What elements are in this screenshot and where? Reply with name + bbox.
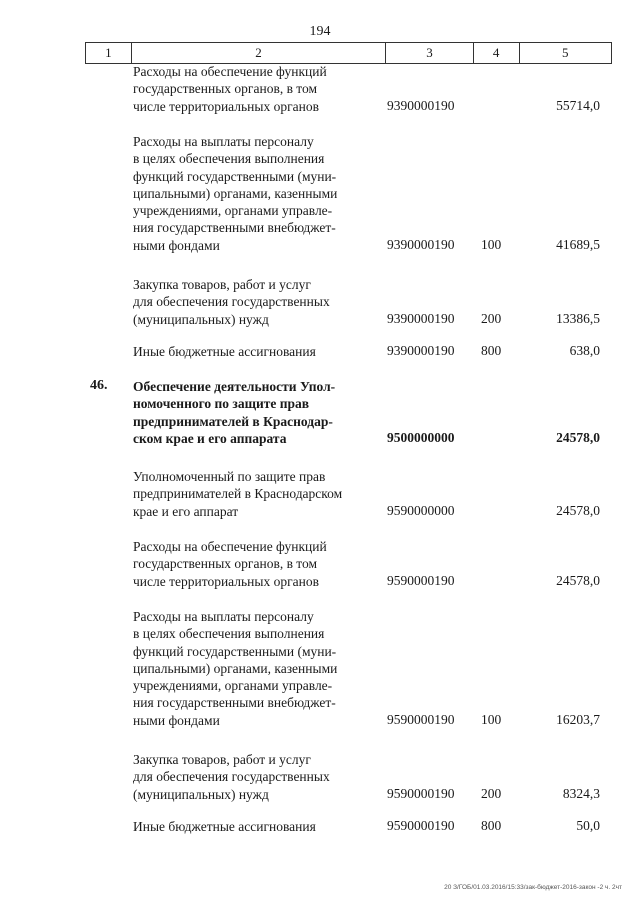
description-line: (муниципальных) нужд — [133, 311, 269, 327]
row-code: 9590000190 — [387, 785, 455, 801]
row-amount: 55714,0 — [556, 97, 600, 113]
row-amount: 13386,5 — [556, 310, 600, 326]
row-expense-type: 800 — [481, 343, 502, 358]
description-line: в целях обеспечения выполнения — [133, 151, 325, 167]
row-code: 9390000190 — [387, 97, 455, 113]
row-amount: 24578,0 — [556, 572, 600, 588]
description-line: функций государственными (муни- — [133, 643, 337, 659]
row-description — [133, 63, 376, 115]
description-line: для обеспечения государственных — [133, 769, 330, 785]
row-code: 9500000000 — [387, 429, 455, 445]
description-line: Иные бюджетные ассигнования — [133, 344, 316, 359]
row-expense-type: 100 — [481, 236, 502, 252]
row-number: 46. — [90, 378, 108, 393]
description-line: крае и его аппарат — [133, 503, 239, 519]
row-description — [133, 818, 376, 835]
page-number: 194 — [309, 24, 331, 39]
description-line: функций государственными (муни- — [133, 168, 337, 184]
header-col-2: 2 — [131, 43, 386, 63]
row-code: 9390000190 — [387, 310, 455, 326]
row-description — [133, 538, 376, 590]
row-code: 9390000190 — [387, 343, 455, 358]
description-line: в целях обеспечения выполнения — [133, 626, 325, 642]
row-amount: 16203,7 — [556, 711, 600, 727]
description-line: Уполномоченный по защите прав — [133, 469, 326, 484]
row-amount: 24578,0 — [556, 429, 600, 445]
description-line: государственных органов, в том — [133, 556, 318, 572]
table-header — [85, 42, 612, 64]
row-description — [133, 276, 376, 328]
description-line: ципальными) органами, казенными — [133, 660, 338, 676]
description-line: Закупка товаров, работ и услуг — [133, 277, 311, 292]
row-expense-type: 800 — [481, 818, 502, 833]
row-code: 9590000190 — [387, 818, 455, 833]
description-line: числе территориальных органов — [133, 573, 319, 589]
row-description — [133, 468, 376, 520]
description-line: государственных органов, в том — [133, 81, 318, 97]
header-col-3: 3 — [385, 43, 473, 63]
row-amount: 8324,3 — [562, 785, 600, 801]
description-line: предпринимателей в Краснодар- — [133, 413, 333, 429]
header-col-4: 4 — [473, 43, 519, 63]
row-description — [133, 343, 376, 360]
description-line: ными фондами — [133, 712, 220, 728]
footer-stamp: 20 З/ГОБ/01.03.2016/15:33/зак-бюджет-2016-закон -2 ч. 2чт — [444, 884, 622, 891]
row-amount: 50,0 — [576, 818, 600, 833]
description-line: Расходы на выплаты персоналу — [133, 609, 314, 624]
description-line: для обеспечения государственных — [133, 294, 330, 310]
header-col-1: 1 — [85, 43, 131, 63]
description-line: Иные бюджетные ассигнования — [133, 819, 316, 834]
description-line: Закупка товаров, работ и услуг — [133, 752, 311, 767]
row-description — [133, 378, 376, 447]
row-expense-type: 200 — [481, 785, 502, 801]
description-line: (муниципальных) нужд — [133, 786, 269, 802]
description-line: числе территориальных органов — [133, 98, 319, 114]
row-description — [133, 608, 376, 729]
description-line: предпринимателей в Краснодарском — [133, 486, 343, 502]
description-line: Расходы на обеспечение функций — [133, 64, 327, 79]
row-description — [133, 133, 376, 254]
row-expense-type: 200 — [481, 310, 502, 326]
row-amount: 24578,0 — [556, 502, 600, 518]
row-code: 9590000190 — [387, 572, 455, 588]
description-line: Расходы на выплаты персоналу — [133, 134, 314, 149]
row-expense-type: 100 — [481, 711, 502, 727]
description-line: учреждениями, органами управле- — [133, 203, 333, 219]
description-line: учреждениями, органами управле- — [133, 678, 333, 694]
row-amount: 638,0 — [569, 343, 600, 358]
header-col-5: 5 — [519, 43, 612, 63]
description-line: номоченного по защите прав — [133, 396, 310, 412]
description-line: ными фондами — [133, 237, 220, 253]
row-code: 9390000190 — [387, 236, 455, 252]
description-line: Обеспечение деятельности Упол- — [133, 379, 336, 394]
row-amount: 41689,5 — [556, 236, 600, 252]
description-line: ском крае и его аппарата — [133, 430, 287, 446]
row-code: 9590000000 — [387, 502, 455, 518]
description-line: ния государственными внебюджет- — [133, 695, 336, 711]
row-code: 9590000190 — [387, 711, 455, 727]
description-line: ния государственными внебюджет- — [133, 220, 336, 236]
description-line: Расходы на обеспечение функций — [133, 539, 327, 554]
description-line: ципальными) органами, казенными — [133, 185, 338, 201]
row-description — [133, 751, 376, 803]
